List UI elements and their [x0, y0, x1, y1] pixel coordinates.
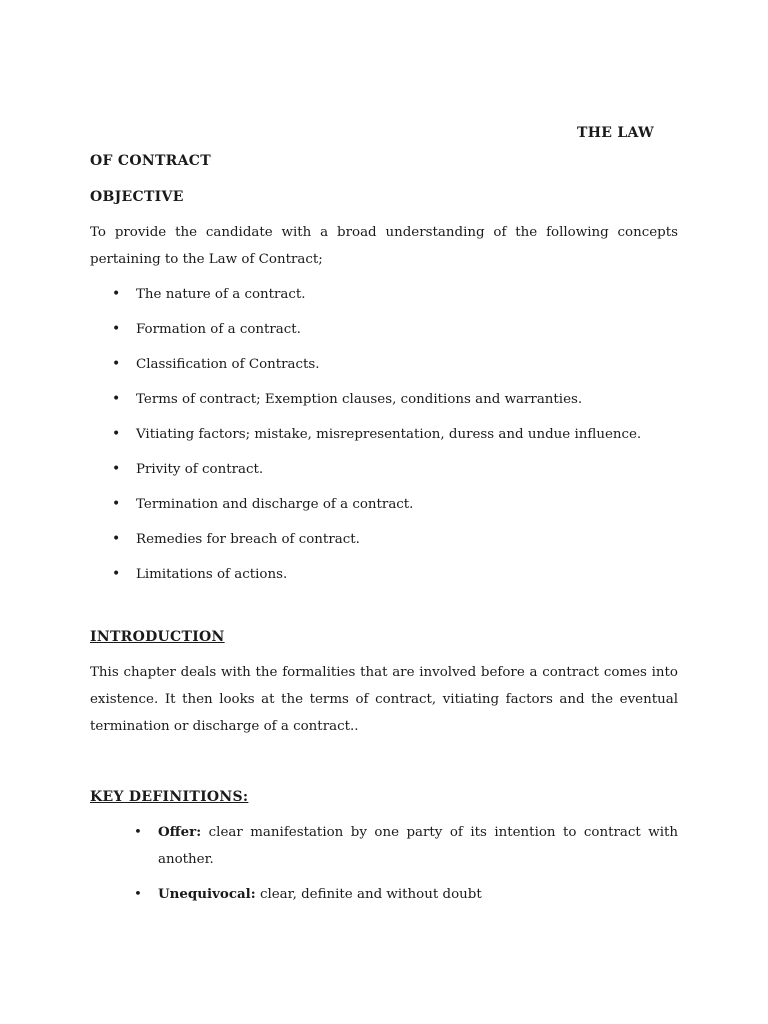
- bullet-icon: •: [112, 566, 121, 582]
- list-item-text: Terms of contract; Exemption clauses, conditions and warranties.: [136, 392, 583, 407]
- definition-text: clear manifestation by one party of its intention to contract with another.: [158, 825, 678, 867]
- bullet-icon: •: [112, 426, 121, 442]
- list-item: [112, 281, 678, 308]
- bullet-icon: •: [134, 825, 142, 840]
- bullet-icon: •: [112, 321, 121, 337]
- bullet-icon: •: [112, 391, 121, 407]
- document-title-line-2: OF CONTRACT: [90, 153, 211, 169]
- objective-intro: To provide the candidate with a broad understanding of the following concepts pertaining to the Law of Contract;: [90, 225, 678, 267]
- bullet-icon: •: [112, 461, 121, 477]
- bullet-icon: •: [112, 286, 121, 302]
- bullet-icon: •: [112, 356, 121, 372]
- list-item-text: Limitations of actions.: [136, 567, 288, 582]
- introduction-heading: INTRODUCTION: [90, 629, 225, 645]
- list-item: [112, 491, 678, 518]
- list-item: [112, 386, 678, 413]
- key-definitions-heading: KEY DEFINITIONS:: [90, 789, 249, 805]
- definition-term: Unequivocal:: [158, 886, 256, 902]
- list-item: [112, 526, 678, 553]
- objective-list: [112, 281, 678, 588]
- bullet-icon: •: [112, 531, 121, 547]
- list-item: [134, 881, 678, 908]
- list-item: [134, 819, 678, 873]
- bullet-icon: •: [112, 496, 121, 512]
- list-item: [112, 351, 678, 378]
- definition-text: clear, definite and without doubt: [255, 887, 482, 902]
- list-item: [112, 561, 678, 588]
- list-item-text: Privity of contract.: [136, 462, 264, 477]
- key-definitions-list: [134, 819, 678, 908]
- list-item-text: The nature of a contract.: [136, 287, 306, 302]
- introduction-body: This chapter deals with the formalities that are involved before a contract comes into existence. It then looks at the terms of contract, vitiating factors and the eventual termination or discharge of a contract..: [90, 665, 678, 734]
- list-item: [112, 456, 678, 483]
- objective-heading: OBJECTIVE: [90, 189, 184, 205]
- list-item: [112, 316, 678, 343]
- list-item-text: Vitiating factors; mistake, misrepresentation, duress and undue influence.: [136, 427, 642, 442]
- list-item-text: Classification of Contracts.: [136, 357, 320, 372]
- list-item-text: Remedies for breach of contract.: [136, 532, 360, 547]
- bullet-icon: •: [134, 887, 142, 902]
- document-title-line-1: THE LAW: [577, 125, 655, 141]
- list-item-text: Termination and discharge of a contract.: [136, 497, 414, 512]
- definition-term: Offer:: [158, 824, 202, 840]
- list-item: [112, 421, 678, 448]
- list-item-text: Formation of a contract.: [136, 322, 301, 337]
